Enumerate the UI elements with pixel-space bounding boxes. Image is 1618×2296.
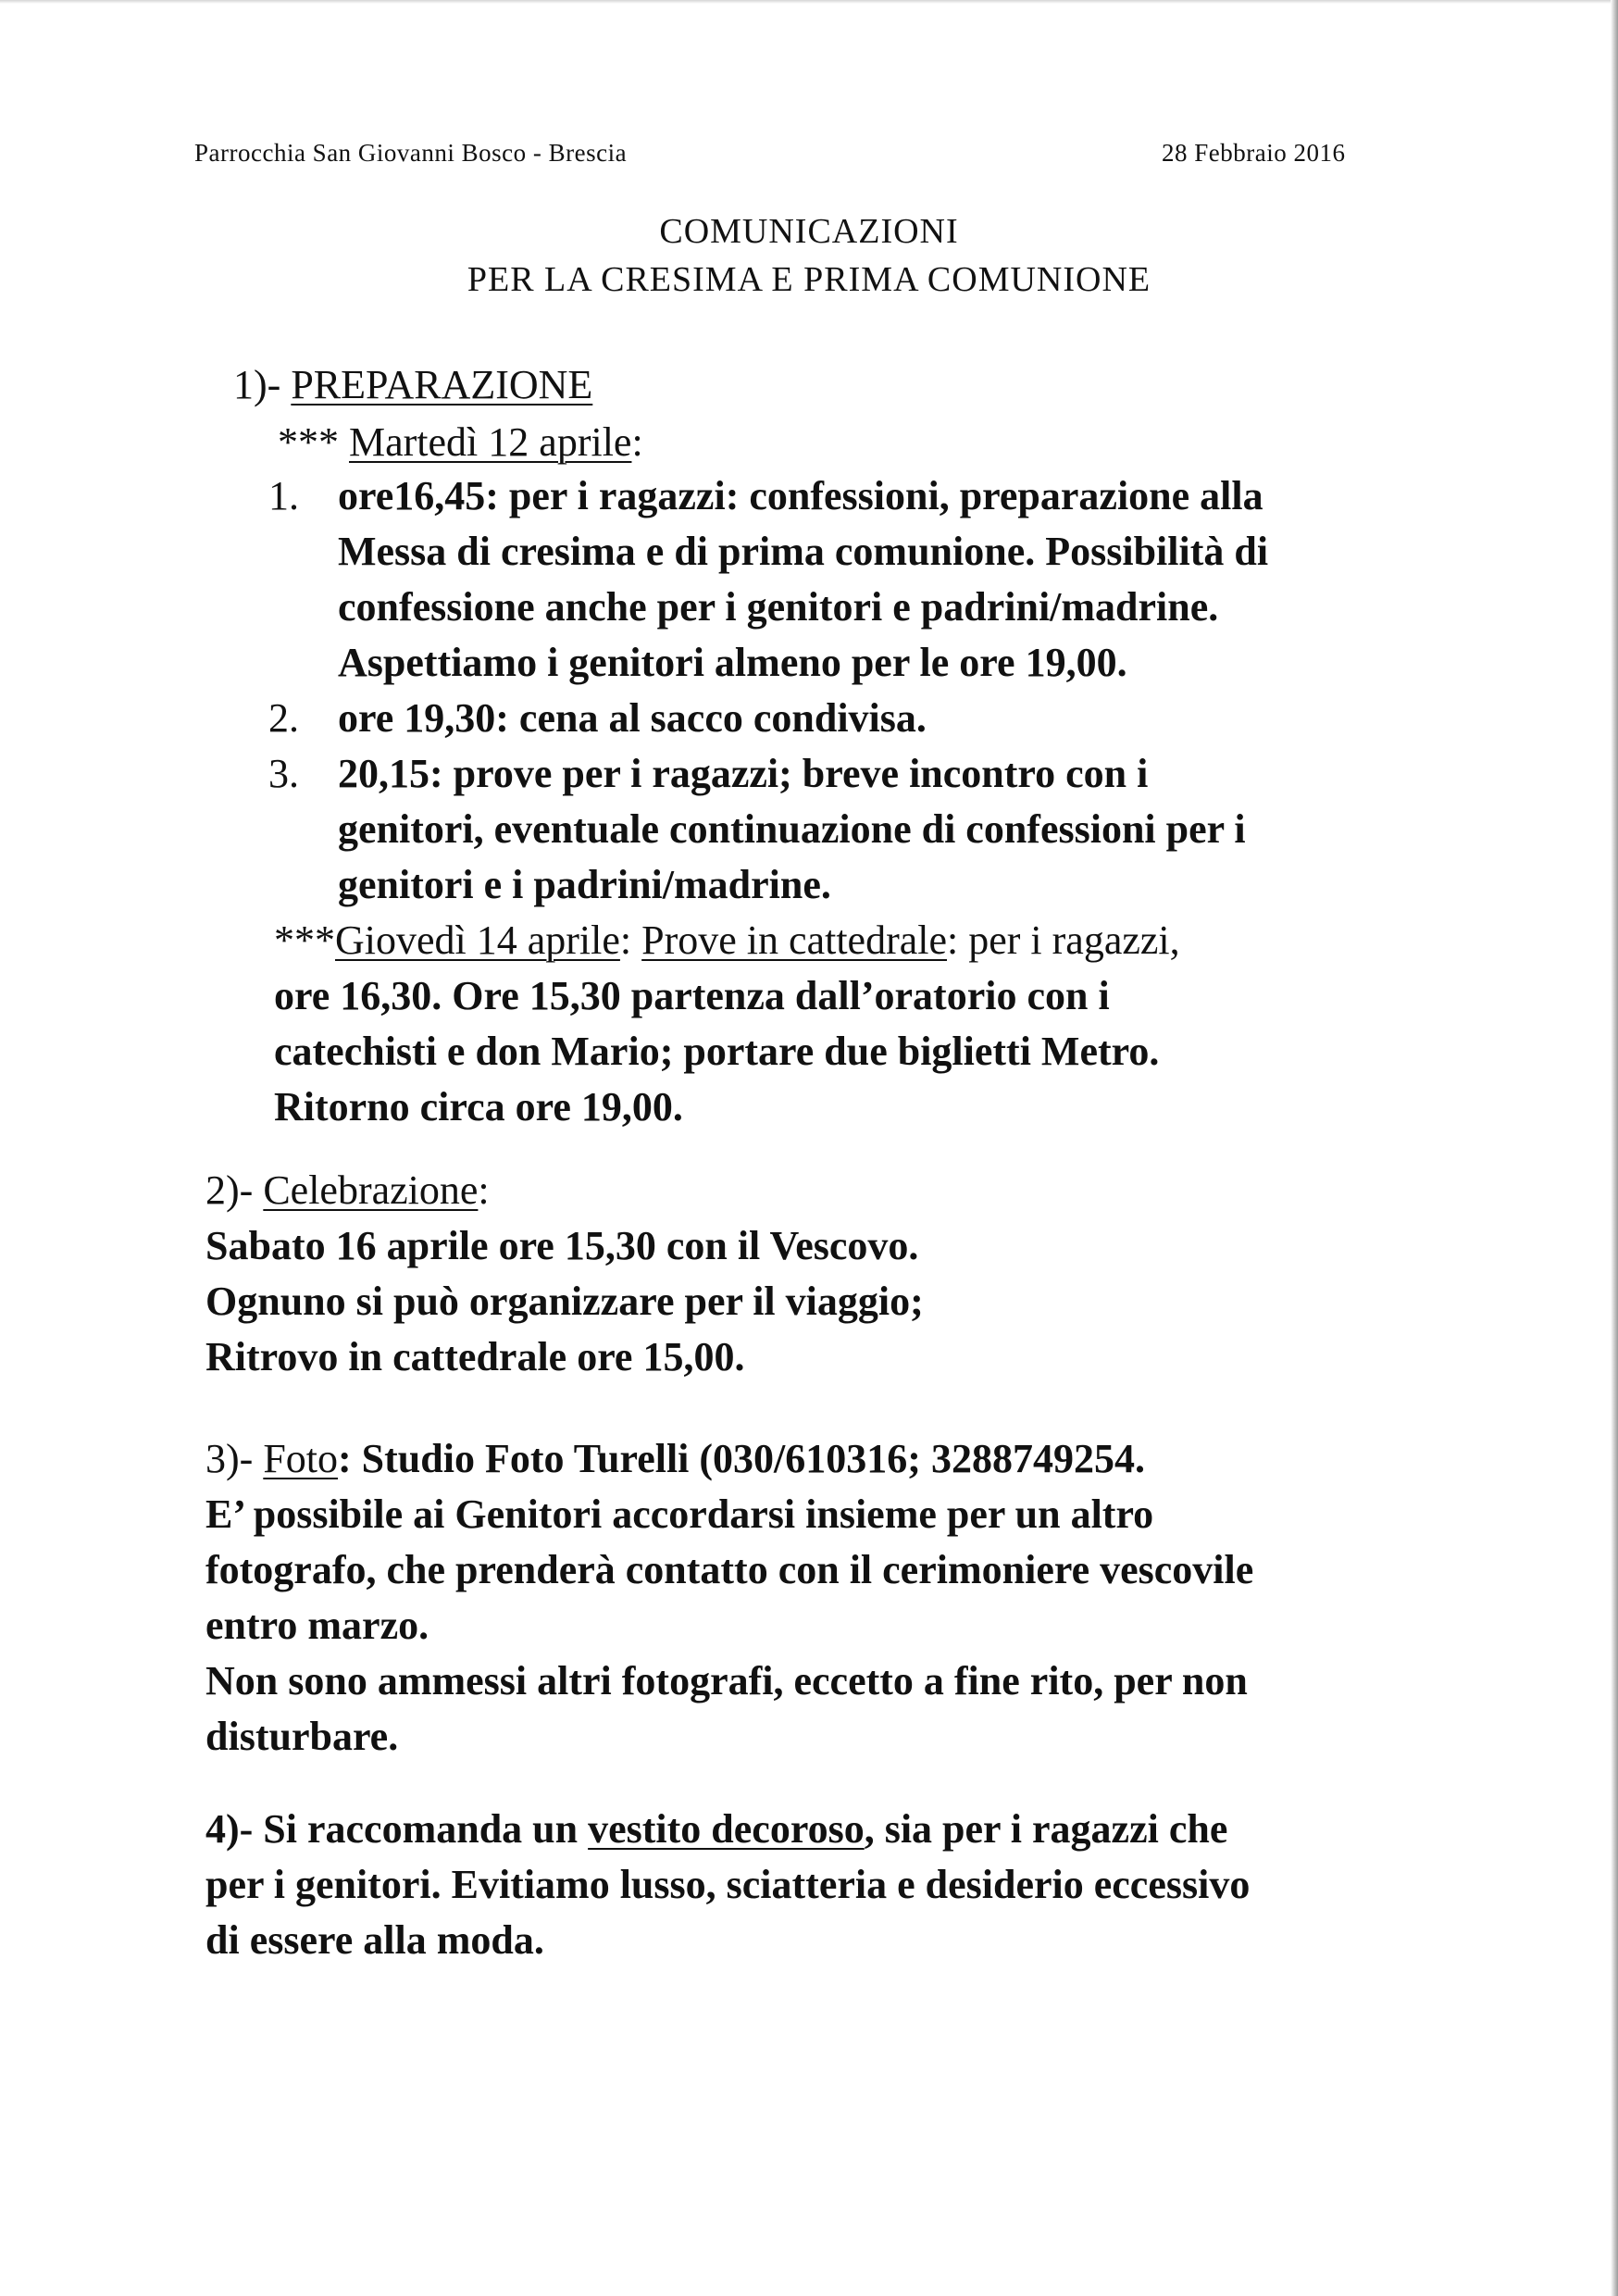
- section-4-line-3: di essere alla moda.: [205, 1917, 544, 1963]
- section-2-heading: 2)- Celebrazione:: [205, 1167, 490, 1213]
- section-3-line-2: fotografo, che prenderà contatto con il cerimoniere vescovile: [205, 1547, 1254, 1592]
- item-3-line-3: genitori e i padrini/madrine.: [338, 862, 831, 907]
- thursday-line-1: ***Giovedì 14 aprile: Prove in cattedrale: per i ragazzi,: [274, 917, 1180, 963]
- scan-edge-top: [0, 0, 1618, 4]
- section-2-line-3: Ritrovo in cattedrale ore 15,00.: [205, 1334, 745, 1379]
- item-3-line-2: genitori, eventuale continuazione di confessioni per i: [338, 806, 1246, 852]
- item-3-line-1: 20,15: prove per i ragazzi; breve incontro con i: [338, 751, 1149, 796]
- thursday-line-2: ore 16,30. Ore 15,30 partenza dall’oratorio con i: [274, 973, 1110, 1018]
- section-2-line-2: Ognuno si può organizzare per il viaggio;: [205, 1279, 924, 1324]
- tuesday-heading: *** Martedì 12 aprile:: [278, 419, 643, 465]
- section-3-line-5: disturbare.: [205, 1714, 399, 1759]
- item-3-number: 3.: [268, 751, 299, 796]
- scan-edge-right: [1611, 0, 1618, 2296]
- section-1-title: PREPARAZIONE: [291, 362, 593, 407]
- title-line-2: PER LA CRESIMA E PRIMA COMUNIONE: [467, 260, 1151, 299]
- document-date: 28 Febbraio 2016: [1162, 139, 1346, 167]
- section-4-line-1: 4)- Si raccomanda un vestito decoroso, sia per i ragazzi che: [205, 1806, 1228, 1852]
- section-3-line-3: entro marzo.: [205, 1603, 429, 1648]
- section-2-title: Celebrazione: [263, 1167, 479, 1213]
- parish-name: Parrocchia San Giovanni Bosco - Brescia: [194, 139, 628, 167]
- section-1-heading: 1)- PREPARAZIONE: [233, 362, 593, 407]
- item-2-number: 2.: [268, 695, 299, 741]
- section-3-line-1: E’ possibile ai Genitori accordarsi insieme per un altro: [205, 1491, 1154, 1537]
- tuesday-date: Martedì 12 aprile: [349, 419, 632, 465]
- section-4-line-2: per i genitori. Evitiamo lusso, sciatteria e desiderio eccessivo: [205, 1862, 1251, 1907]
- title-line-1: COMUNICAZIONI: [659, 212, 959, 251]
- item-1-line-2: Messa di cresima e di prima comunione. Possibilità di: [338, 529, 1269, 574]
- thursday-date: Giovedì 14 aprile: [335, 917, 620, 963]
- section-3-title: Foto: [263, 1436, 339, 1481]
- item-1-line-3: confessione anche per i genitori e padrini/madrine.: [338, 584, 1219, 630]
- thursday-line-3: catechisti e don Mario; portare due biglietti Metro.: [274, 1029, 1160, 1074]
- item-1-line-1: ore16,45: per i ragazzi: confessioni, preparazione alla: [338, 473, 1263, 518]
- item-2-line-1: ore 19,30: cena al sacco condivisa.: [338, 695, 927, 741]
- section-2-line-1: Sabato 16 aprile ore 15,30 con il Vescovo.: [205, 1223, 919, 1268]
- item-1-number: 1.: [268, 473, 299, 518]
- item-1-line-4: Aspettiamo i genitori almeno per le ore 19,00.: [338, 640, 1127, 685]
- thursday-line-4: Ritorno circa ore 19,00.: [274, 1084, 683, 1129]
- section-3-line-4: Non sono ammessi altri fotografi, eccetto a fine rito, per non: [205, 1658, 1248, 1703]
- decorous-dress: vestito decoroso: [588, 1806, 865, 1852]
- cathedral-rehearsal: Prove in cattedrale: [641, 917, 948, 963]
- section-3-heading: 3)- Foto: Studio Foto Turelli (030/610316; 3288749254.: [205, 1436, 1145, 1481]
